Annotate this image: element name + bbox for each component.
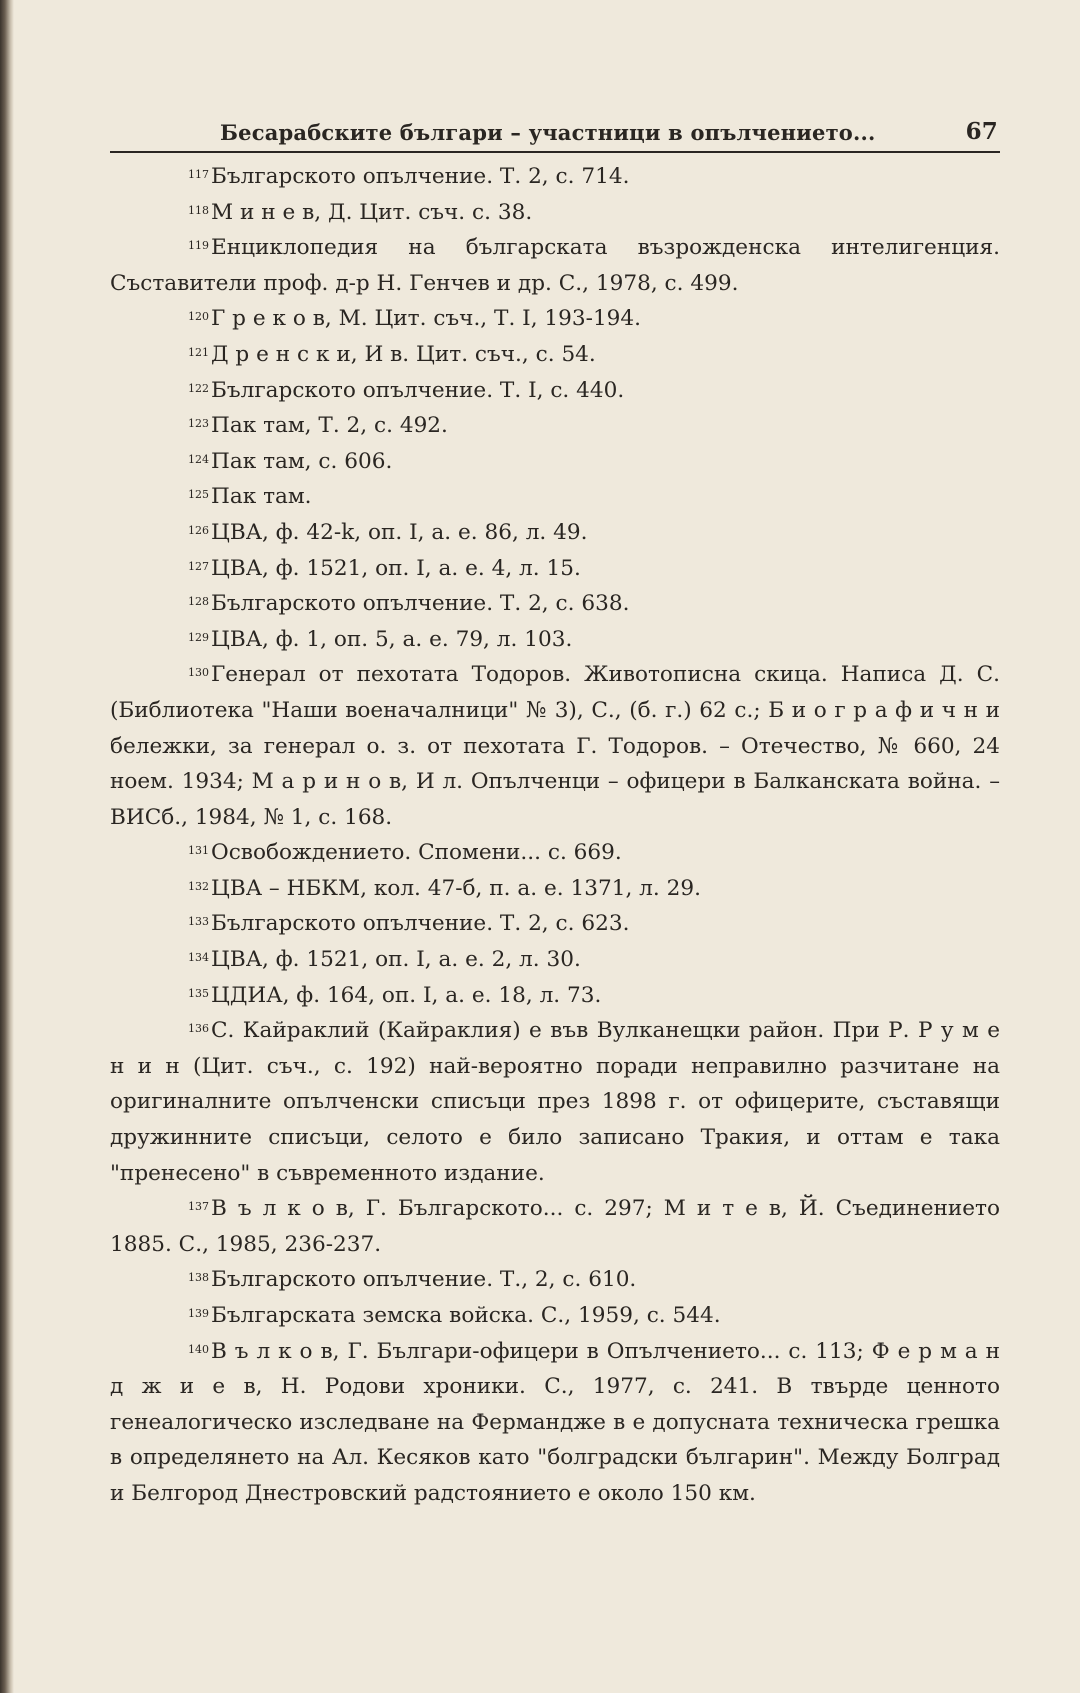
footnote-number: 123	[188, 417, 209, 431]
footnotes-list	[110, 159, 1000, 1512]
footnote-number: 132	[188, 879, 209, 893]
footnote	[110, 551, 1000, 587]
footnote-number: 139	[188, 1307, 209, 1320]
footnote-text: Г р е к о в, М. Цит. съч., Т. I, 193-194.	[211, 306, 642, 332]
book-spine-shadow	[0, 0, 14, 1693]
footnote	[110, 871, 1000, 907]
footnote-text: В ъ л к о в, Г. Българското... с. 297; М и т е в, Й. Съединението 1885. С., 1985, 236-237.	[110, 1196, 1000, 1257]
footnote-number: 135	[188, 986, 209, 1000]
footnote-number: 119	[188, 239, 209, 253]
footnote-text: Българското опълчение. Т. I, с. 440.	[211, 377, 625, 403]
footnote	[110, 373, 1000, 409]
footnote-text: Генерал от пехотата Тодоров. Животописна скица. Написа Д. С. (Библиотека "Наши военачалници" № 3), С., (б. г.) 62 с.; Б и о г р а ф и ч н и бележки, за генерал о. з. от пехотата Г. Тодоров. – Отечество, № 660, 24 ноем. 1934; М а р и н о в, И л. Опълченци – офицери в Балканската война. – ВИСб., 1984, № 1, с. 168.	[110, 662, 1000, 830]
footnote-number: 136	[188, 1022, 209, 1036]
footnote	[110, 1262, 1000, 1298]
footnote-text: ЦВА, ф. 1, оп. 5, а. е. 79, л. 103.	[211, 626, 573, 652]
footnote-number: 134	[188, 951, 209, 965]
running-header	[110, 118, 1000, 153]
footnote	[110, 835, 1000, 871]
footnote-number: 124	[188, 452, 209, 466]
page-number: 67	[965, 118, 998, 145]
footnote	[110, 479, 1000, 515]
footnote	[110, 586, 1000, 622]
footnote	[110, 657, 1000, 835]
footnote-number: 121	[188, 345, 209, 359]
footnote-text: ЦВА – НБКМ, кол. 47-б, п. а. е. 1371, л. 29.	[211, 875, 701, 901]
footnote-text: Пак там, Т. 2, с. 492.	[211, 413, 448, 439]
footnote	[110, 942, 1000, 978]
footnote-text: Българското опълчение. Т. 2, с. 638.	[211, 591, 630, 617]
footnote-number: 117	[188, 168, 209, 181]
footnote-number: 120	[188, 310, 209, 324]
footnote-number: 125	[188, 488, 209, 502]
footnote-text: Енциклопедия на българската възрожденска интелигенция. Съставители проф. д-р Н. Генчев и др. С., 1978, с. 499.	[110, 235, 1000, 296]
footnote-number: 137	[188, 1200, 209, 1214]
footnote-number: 128	[188, 595, 209, 609]
footnote	[110, 337, 1000, 373]
footnote	[110, 1298, 1000, 1334]
document-page	[110, 118, 1000, 1512]
footnote-text: Д р е н с к и, И в. Цит. съч., с. 54.	[211, 341, 596, 367]
footnote	[110, 1334, 1000, 1512]
footnote-text: Българското опълчение. Т., 2, с. 610.	[211, 1267, 637, 1293]
footnote-text: ЦВА, ф. 42-k, оп. I, а. е. 86, л. 49.	[211, 519, 588, 545]
footnote-text: ЦВА, ф. 1521, оп. I, а. е. 2, л. 30.	[211, 947, 581, 973]
footnote	[110, 195, 1000, 231]
footnote-text: Пак там, с. 606.	[211, 448, 393, 474]
footnote-number: 126	[188, 523, 209, 537]
footnote-number: 118	[188, 203, 209, 217]
footnote-text: Българското опълчение. Т. 2, с. 623.	[211, 911, 630, 937]
footnote	[110, 978, 1000, 1014]
footnote-text: ЦВА, ф. 1521, оп. I, а. е. 4, л. 15.	[211, 555, 581, 581]
footnote	[110, 906, 1000, 942]
footnote	[110, 1191, 1000, 1262]
footnote	[110, 301, 1000, 337]
footnote-text: ЦДИА, ф. 164, оп. I, а. е. 18, л. 73.	[211, 982, 602, 1008]
footnote	[110, 159, 1000, 195]
footnote-text: Пак там.	[211, 484, 312, 510]
footnote	[110, 1013, 1000, 1191]
footnote	[110, 230, 1000, 301]
footnote-number: 129	[188, 630, 209, 644]
footnote-text: Българското опълчение. Т. 2, с. 714.	[211, 164, 630, 189]
footnote	[110, 408, 1000, 444]
footnote-number: 133	[188, 915, 209, 929]
footnote-text: Освобождението. Спомени... с. 669.	[211, 840, 622, 866]
footnote-number: 127	[188, 559, 209, 573]
footnote-number: 140	[188, 1342, 209, 1356]
footnote-text: В ъ л к о в, Г. Българи-офицери в Опълчението... с. 113; Ф е р м а н д ж и е в, Н. Родови хроники. С., 1977, с. 241. В твърде ценното генеалогическо изследване на Фермандже в е допусната техническа грешка в определянето на Ал. Кесяков като "болградски българин". Между Болград и Белгород Днестровский радстоянието е около 150 км.	[110, 1338, 1000, 1506]
footnote-number: 138	[188, 1271, 209, 1285]
footnote	[110, 515, 1000, 551]
footnote-text: М и н е в, Д. Цит. съч. с. 38.	[211, 199, 533, 225]
footnote	[110, 622, 1000, 658]
running-title: Бесарабските българи – участници в опълчението...	[220, 120, 876, 145]
footnote-number: 122	[188, 381, 209, 395]
footnote-text: Българската земска войска. С., 1959, с. 544.	[211, 1303, 721, 1328]
footnote-text: С. Кайраклий (Кайраклия) е във Вулканещки район. При Р. Р у м е н и н (Цит. съч., с. 192) най-вероятно поради неправилно разчитане на оригиналните опълченски списъци през 1898 г. от офицерите, съставящи дружинните списъци, селото е било записано Тракия, и оттам е така "пренесено" в съвременното издание.	[110, 1018, 1000, 1186]
footnote-number: 131	[188, 844, 209, 858]
footnote	[110, 444, 1000, 480]
footnote-number: 130	[188, 666, 209, 680]
